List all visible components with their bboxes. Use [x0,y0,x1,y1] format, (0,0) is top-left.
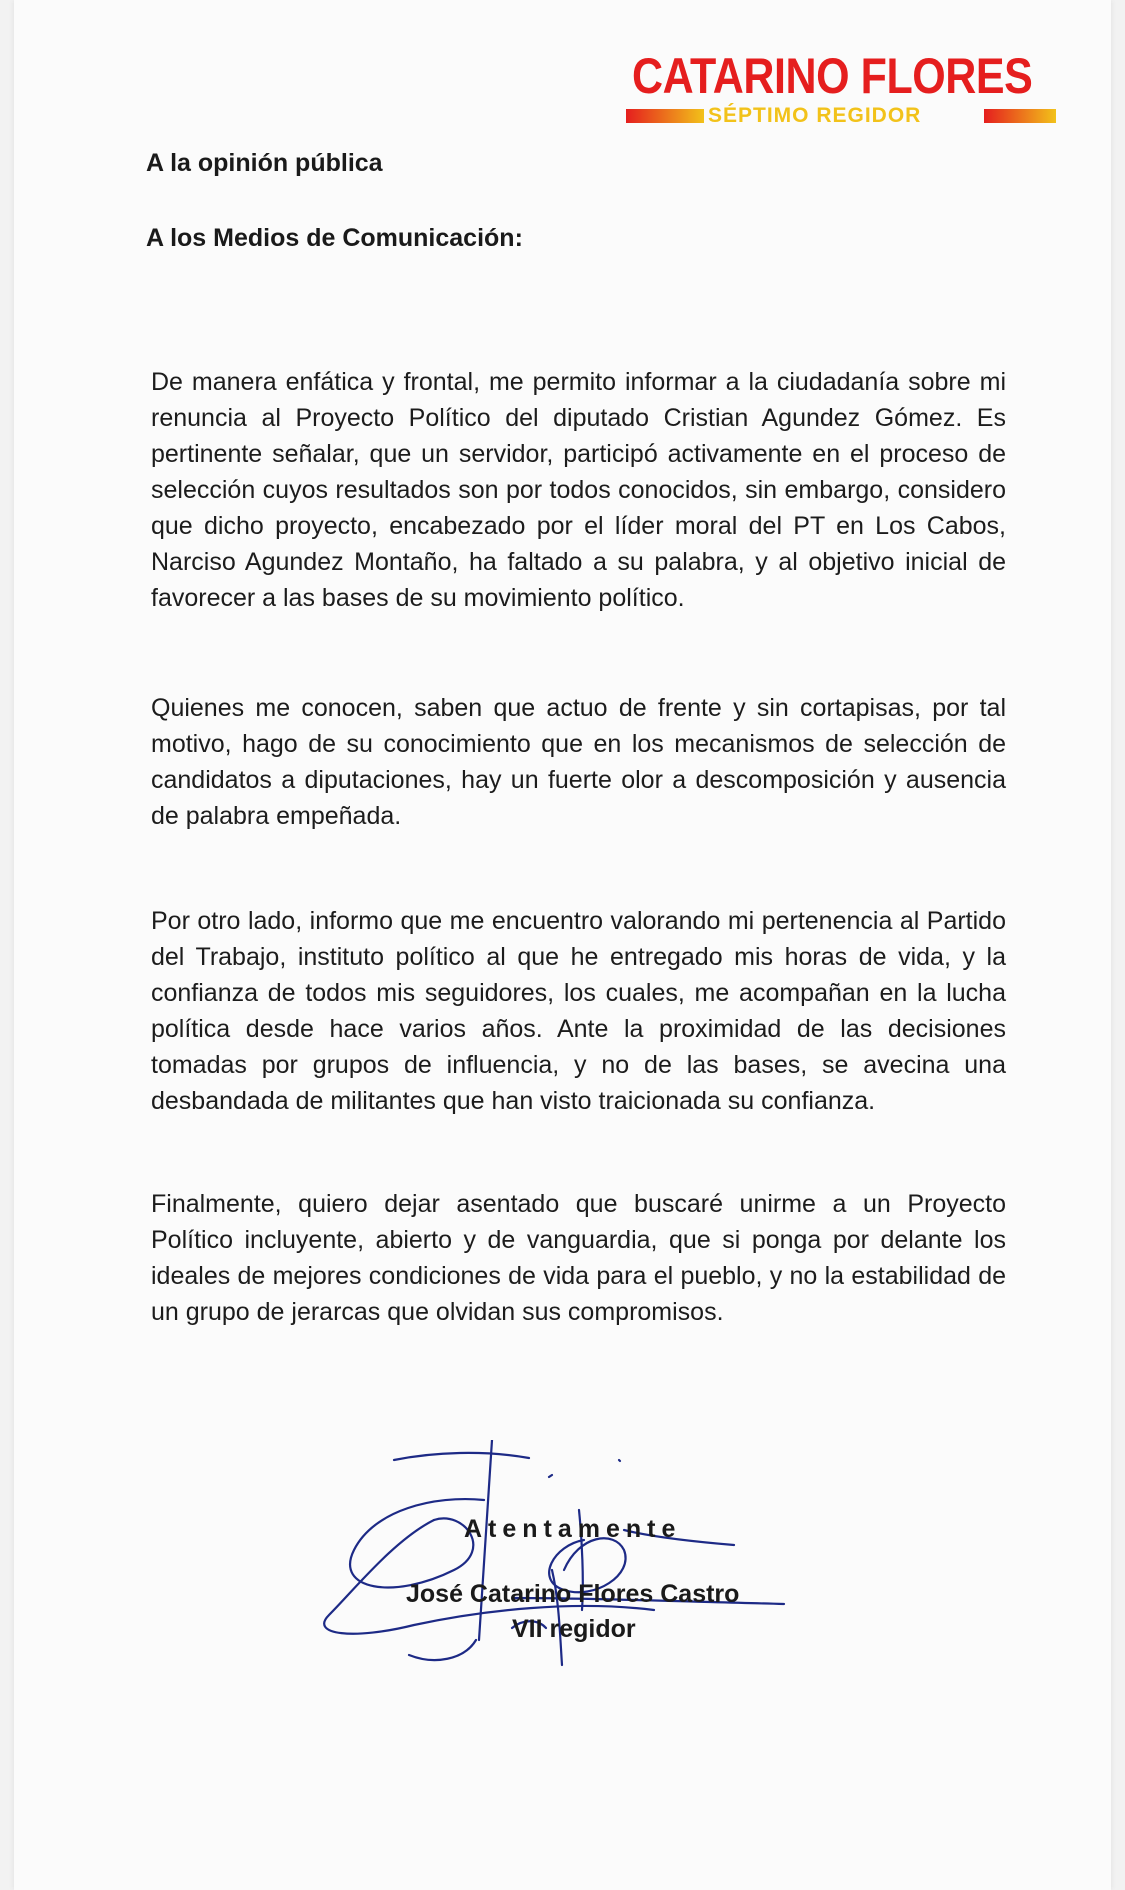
signature-block [314,1440,794,1680]
letter-page [14,0,1111,1890]
closing-text: Atentamente [464,1515,682,1543]
salutation-public: A la opinión pública [146,149,383,177]
paragraph-3: Por otro lado, informo que me encuentro valorando mi pertenencia al Partido del Trabajo, instituto político al que he entregado mis horas de vida, y la confianza de todos mis seguidores, los cuales, me acompañan en la lucha política desde hace varios años. Ante la proximidad de las decisiones tomadas por grupos de influencia, y no de las bases, se avecina una desbandada de militantes que han visto traicionada su confianza. [151,907,1006,1115]
paragraph-1: De manera enfática y frontal, me permito informar a la ciudadanía sobre mi renuncia al Proyecto Político del diputado Cristian Agundez Gómez. Es pertinente señalar, que un servidor, participó activamente en el proceso de selección cuyos resultados son por todos conocidos, sin embargo, considero que dicho proyecto, encabezado por el líder moral del PT en Los Cabos, Narciso Agundez Montaño, ha faltado a su palabra, y al objetivo inicial de favorecer a las bases de su movimiento político. [151,368,1006,612]
salutation-media: A los Medios de Comunicación: [146,224,523,252]
letterhead-name: CATARINO FLORES [632,48,1033,104]
paragraph-4: Finalmente, quiero dejar asentado que buscaré unirme a un Proyecto Político incluyente, abierto y de vanguardia, que si ponga por delante los ideales de mejores condiciones de vida para el pueblo, y no la estabilidad de un grupo de jerarcas que olvidan sus compromisos. [151,1190,1006,1326]
letterhead-bar [626,106,1056,126]
signer-title: VII regidor [512,1615,636,1643]
handwritten-signature-icon [314,1440,794,1680]
letterhead-subtitle: SÉPTIMO REGIDOR [708,104,922,127]
paragraph-2: Quienes me conocen, saben que actuo de frente y sin cortapisas, por tal motivo, hago de su conocimiento que en los mecanismos de selección de candidatos a diputaciones, hay un fuerte olor a descomposición y ausencia de palabra empeñada. [151,694,1006,830]
letterhead-bar-right-stripe [984,109,1056,123]
letterhead-logo [626,48,1056,138]
letterhead-bar-left-stripe [626,109,704,123]
signer-name: José Catarino Flores Castro [406,1580,740,1608]
